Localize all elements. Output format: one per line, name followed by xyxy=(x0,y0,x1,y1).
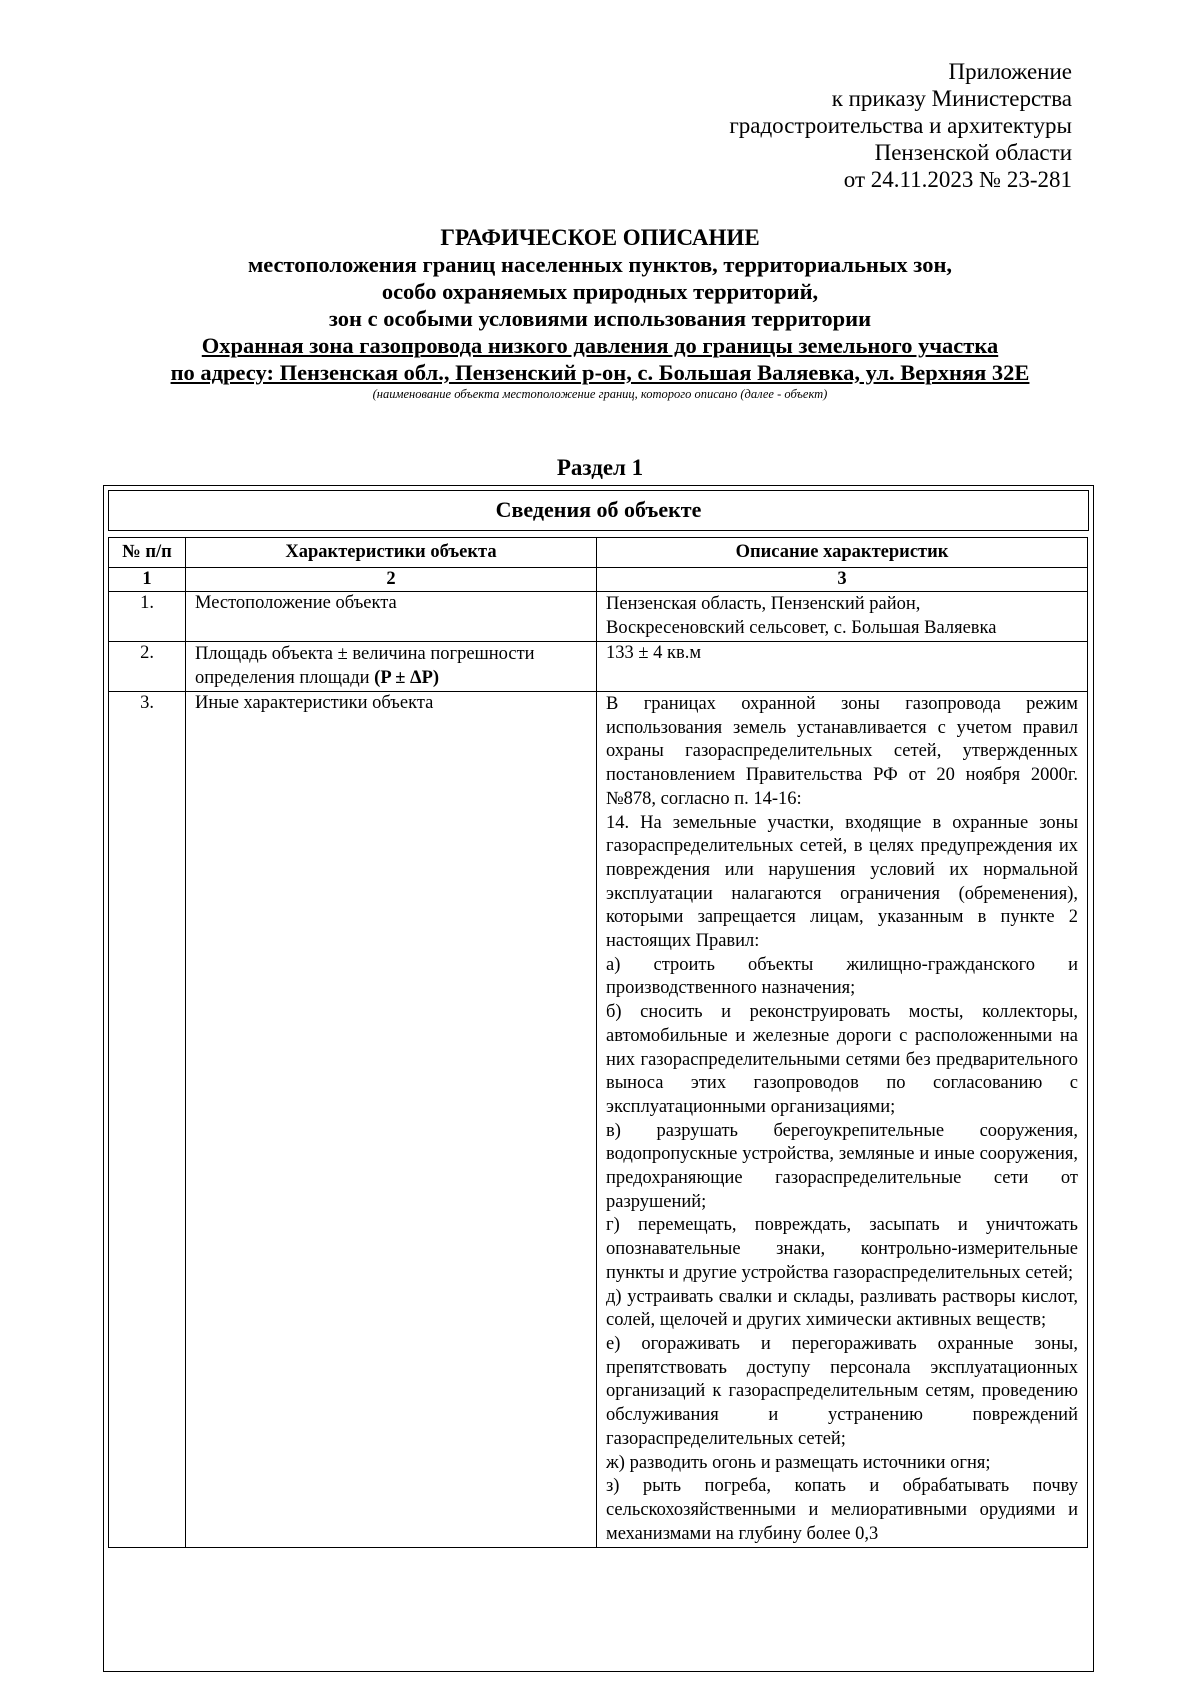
column-header-characteristics: Характеристики объекта xyxy=(186,538,597,568)
row-number: 1. xyxy=(109,592,186,642)
row-characteristic: Иные характеристики объекта xyxy=(186,692,597,1548)
column-number-row xyxy=(109,568,1088,592)
description-paragraph: г) перемещать, повреждать, засыпать и уничтожать опознавательные знаки, контрольно-измерительные пункты и другие устройства газораспределительных сетей; xyxy=(606,1215,1078,1283)
document-title-block xyxy=(0,224,1200,402)
description-line: Пензенская область, Пензенский район, xyxy=(606,594,921,614)
object-address-line: по адресу: Пензенская обл., Пензенский р-он, с. Большая Валяевка, ул. Верхняя 32Е xyxy=(170,360,1030,385)
appendix-line: Приложение xyxy=(948,59,1072,84)
description-paragraph: в) разрушать берегоукрепительные сооружения, водопропускные устройства, земляные и иные сооружения, предохраняющие газораспределительные сети от разрушений; xyxy=(606,1120,1078,1212)
description-paragraph: а) строить объекты жилищно-гражданского и производственного назначения; xyxy=(606,954,1078,999)
row-description: 133 ± 4 кв.м xyxy=(597,642,1088,692)
title-line: зон с особыми условиями использования территории xyxy=(328,306,872,331)
description-paragraph: д) устраивать свалки и склады, разливать растворы кислот, солей, щелочей и других химически активных веществ; xyxy=(606,1286,1078,1331)
appendix-line: от 24.11.2023 № 23-281 xyxy=(843,167,1072,192)
appendix-header xyxy=(729,58,1072,193)
column-header-number: № п/п xyxy=(109,538,186,568)
column-header-description: Описание характеристик xyxy=(597,538,1088,568)
table-title: Сведения об объекте xyxy=(108,490,1089,531)
description-paragraph: б) сносить и реконструировать мосты, коллекторы, автомобильные и железные дороги с расположенными на них газораспределительными сетями без предварительного выноса этих газопроводов по согласованию с эксплуатационными организациями; xyxy=(606,1002,1078,1117)
title-line: местоположения границ населенных пунктов, территориальных зон, xyxy=(247,252,953,277)
column-number: 2 xyxy=(186,568,597,592)
table-header-row xyxy=(109,538,1088,568)
appendix-line: градостроительства и архитектуры xyxy=(729,113,1072,138)
object-caption: (наименование объекта местоположение границ, которого описано (далее - объект) xyxy=(372,387,828,401)
description-paragraph: ж) разводить огонь и размещать источники огня; xyxy=(606,1452,991,1473)
section-title: Раздел 1 xyxy=(556,455,644,480)
row-description xyxy=(597,592,1088,642)
appendix-line: к приказу Министерства xyxy=(831,86,1072,111)
characteristic-line xyxy=(195,667,587,691)
row-description xyxy=(597,692,1088,1548)
description-paragraph: е) огораживать и перегораживать охранные зоны, препятствовать доступу персонала эксплуатационных организаций к газораспределительным сетям, проведению обслуживания и устранению повреждений газораспределительных сетей; xyxy=(606,1333,1078,1449)
appendix-line: Пензенской области xyxy=(874,140,1072,165)
characteristic-text: определения площади xyxy=(195,667,375,688)
description-paragraph: В границах охранной зоны газопровода режим использования земель устанавливается с учетом правил охраны газораспределительных сетей, утвержденных постановлением Правительства РФ от 20 ноября 2000г. №878, согласно п. 14-16: xyxy=(606,694,1078,809)
document-title: ГРАФИЧЕСКОЕ ОПИСАНИЕ xyxy=(440,225,760,250)
object-info-table-frame xyxy=(103,485,1094,1672)
row-number: 2. xyxy=(109,642,186,692)
column-number: 1 xyxy=(109,568,186,592)
object-info-table xyxy=(108,537,1088,1548)
table-row xyxy=(109,642,1088,692)
row-characteristic xyxy=(186,642,597,692)
description-paragraph: з) рыть погреба, копать и обрабатывать почву сельскохозяйственными и мелиоративными орудиями и механизмами на глубину более 0,3 xyxy=(606,1476,1078,1544)
title-line: особо охраняемых природных территорий, xyxy=(381,279,819,304)
row-number: 3. xyxy=(109,692,186,1548)
row-characteristic: Местоположение объекта xyxy=(186,592,597,642)
table-row xyxy=(109,592,1088,642)
formula-text: (P ± ΔP) xyxy=(374,667,440,688)
description-paragraph: 14. На земельные участки, входящие в охранные зоны газораспределительных сетей, в целях предупреждения их повреждения или нарушения условий их нормальной эксплуатации налагаются ограничения (обременения), которыми запрещается лицам, указанным в пункте 2 настоящих Правил: xyxy=(606,812,1078,952)
table-row xyxy=(109,692,1088,1548)
characteristic-line: Площадь объекта ± величина погрешности xyxy=(195,644,535,664)
description-line: Воскресеновский сельсовет, с. Большая Валяевка xyxy=(606,617,997,638)
object-name-line: Охранная зона газопровода низкого давления до границы земельного участка xyxy=(201,333,999,358)
column-number: 3 xyxy=(597,568,1088,592)
